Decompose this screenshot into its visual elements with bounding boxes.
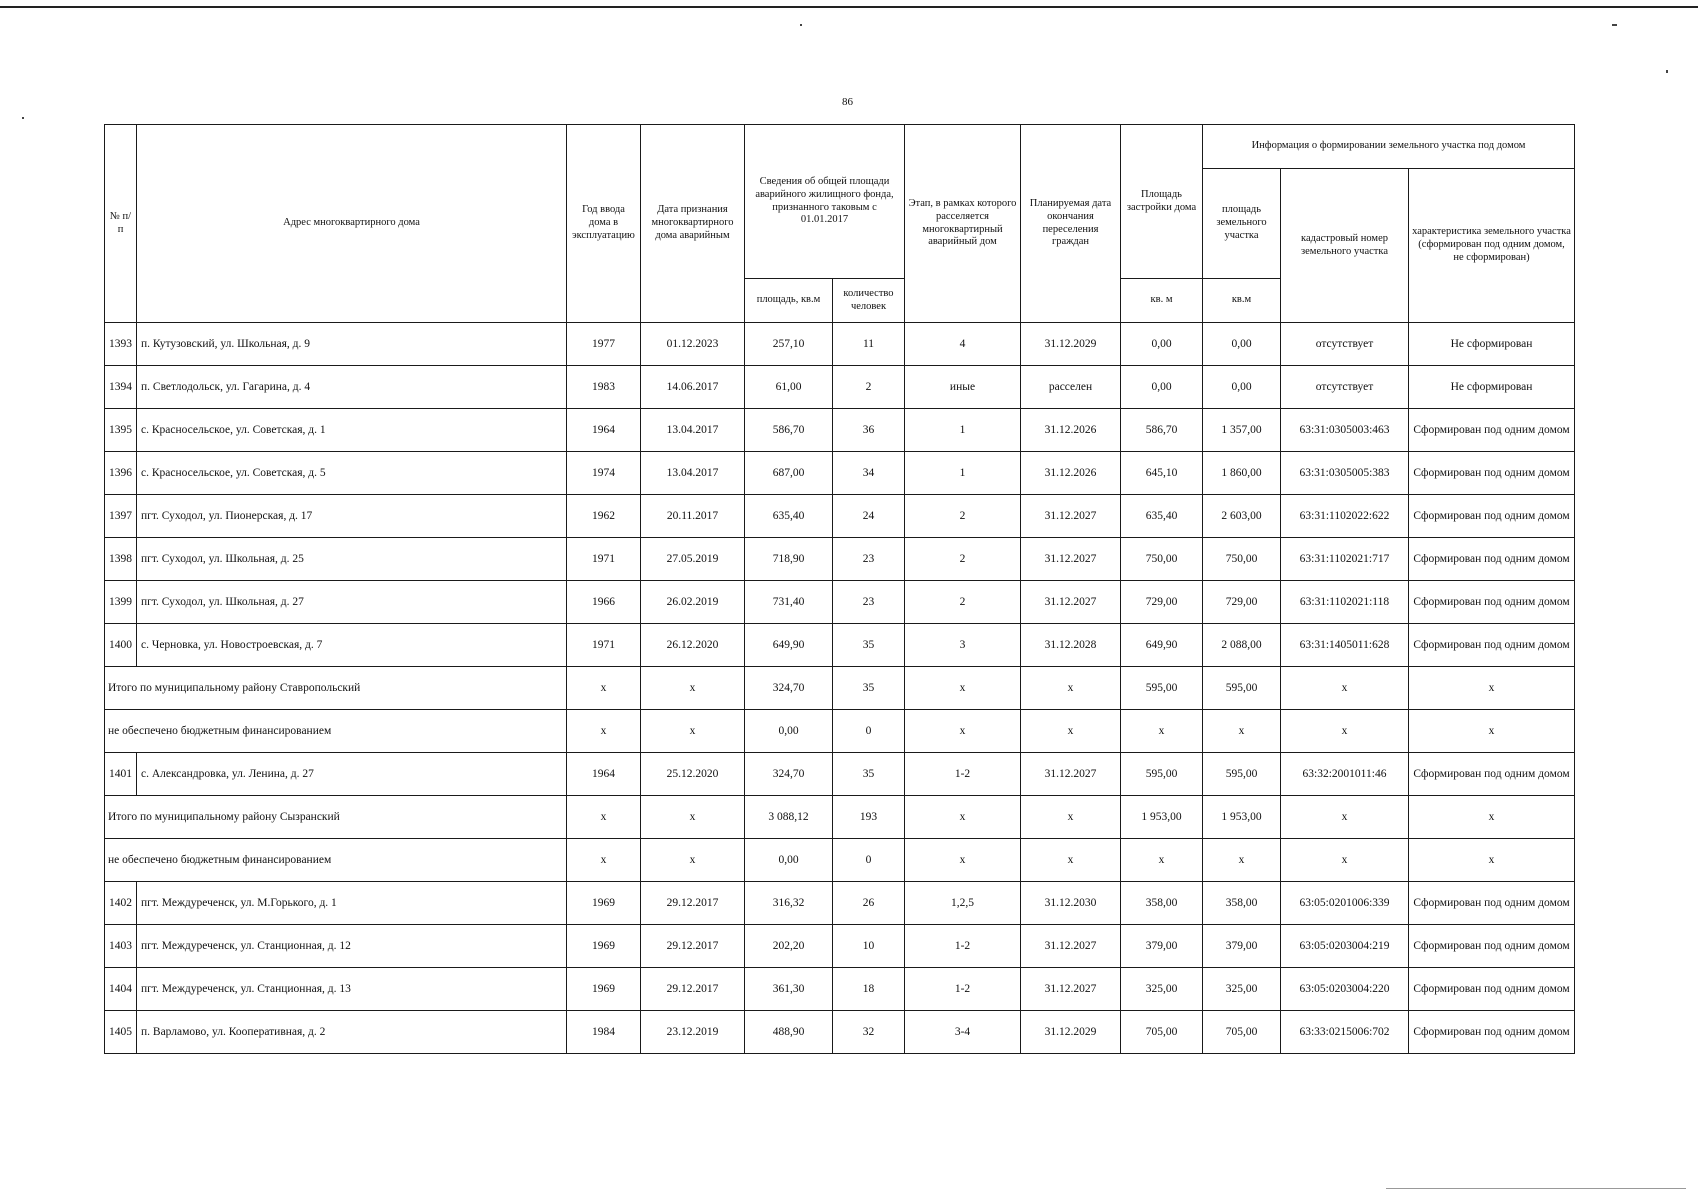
cell-land: x [1203, 710, 1281, 753]
cell-planned: x [1021, 710, 1121, 753]
cell-date: x [641, 796, 745, 839]
cell-area: 3 088,12 [745, 796, 833, 839]
cell-date: 29.12.2017 [641, 882, 745, 925]
cell-built: 645,10 [1121, 452, 1203, 495]
table-row [105, 925, 1575, 968]
cell-built: 586,70 [1121, 409, 1203, 452]
cell-date: 25.12.2020 [641, 753, 745, 796]
cell-area: 257,10 [745, 323, 833, 366]
cell-people: 34 [833, 452, 905, 495]
cell-stage: 1-2 [905, 968, 1021, 1011]
cell-built: 1 953,00 [1121, 796, 1203, 839]
cell-cadastral: 63:05:0201006:339 [1281, 882, 1409, 925]
scan-speck [1612, 24, 1617, 26]
cell-planned: 31.12.2028 [1021, 624, 1121, 667]
cell-char: Сформирован под одним домом [1409, 753, 1575, 796]
header-land-area: площадь земельного участка [1203, 169, 1281, 279]
cell-date: 13.04.2017 [641, 452, 745, 495]
header-date: Дата признания многоквартирного дома аварийным [641, 125, 745, 323]
cell-char: x [1409, 796, 1575, 839]
cell-cadastral: отсутствует [1281, 323, 1409, 366]
table-row [105, 495, 1575, 538]
cell-char: Сформирован под одним домом [1409, 1011, 1575, 1054]
cell-land: 1 953,00 [1203, 796, 1281, 839]
cell-stage: x [905, 796, 1021, 839]
cell-year: 1962 [567, 495, 641, 538]
cell-date: 29.12.2017 [641, 925, 745, 968]
cell-people: 36 [833, 409, 905, 452]
cell-cadastral: 63:31:0305005:383 [1281, 452, 1409, 495]
cell-date: x [641, 667, 745, 710]
cell-date: 26.12.2020 [641, 624, 745, 667]
cell-people: 18 [833, 968, 905, 1011]
cell-year: x [567, 710, 641, 753]
header-people-sub: количество человек [833, 279, 905, 323]
cell-year: 1969 [567, 968, 641, 1011]
cell-stage: иные [905, 366, 1021, 409]
cell-char: Сформирован под одним домом [1409, 538, 1575, 581]
scan-speck [1666, 70, 1668, 73]
cell-people: 2 [833, 366, 905, 409]
cell-cadastral: 63:31:0305003:463 [1281, 409, 1409, 452]
cell-land: 325,00 [1203, 968, 1281, 1011]
cell-year: x [567, 796, 641, 839]
header-planned: Планируемая дата окончания переселения граждан [1021, 125, 1121, 323]
cell-stage: 4 [905, 323, 1021, 366]
cell-people: 32 [833, 1011, 905, 1054]
cell-char: Сформирован под одним домом [1409, 968, 1575, 1011]
cell-stage: x [905, 839, 1021, 882]
total-label: не обеспечено бюджетным финансированием [105, 839, 567, 882]
table-row [105, 452, 1575, 495]
cell-people: 0 [833, 839, 905, 882]
table-header [105, 125, 1575, 323]
cell-stage: x [905, 710, 1021, 753]
cell-num: 1405 [105, 1011, 137, 1054]
cell-people: 35 [833, 753, 905, 796]
header-year: Год ввода дома в эксплуатацию [567, 125, 641, 323]
cell-people: 26 [833, 882, 905, 925]
cell-stage: x [905, 667, 1021, 710]
table-row [105, 968, 1575, 1011]
cell-people: 193 [833, 796, 905, 839]
cell-planned: 31.12.2027 [1021, 581, 1121, 624]
cell-address: пгт. Суходол, ул. Школьная, д. 25 [137, 538, 567, 581]
table-total-row [105, 667, 1575, 710]
header-built-area: Площадь застройки дома [1121, 125, 1203, 279]
cell-num: 1393 [105, 323, 137, 366]
cell-planned: 31.12.2027 [1021, 495, 1121, 538]
cell-year: 1984 [567, 1011, 641, 1054]
cell-year: 1964 [567, 753, 641, 796]
cell-built: 705,00 [1121, 1011, 1203, 1054]
cell-num: 1401 [105, 753, 137, 796]
table-total-row [105, 839, 1575, 882]
table-total-row [105, 710, 1575, 753]
header-land-unit: кв.м [1203, 279, 1281, 323]
cell-year: 1974 [567, 452, 641, 495]
cell-year: x [567, 839, 641, 882]
cell-people: 11 [833, 323, 905, 366]
cell-planned: x [1021, 796, 1121, 839]
cell-stage: 1-2 [905, 753, 1021, 796]
cell-area: 649,90 [745, 624, 833, 667]
table-body [105, 323, 1575, 1054]
cell-land: 2 088,00 [1203, 624, 1281, 667]
header-land-group: Информация о формировании земельного участка под домом [1203, 125, 1575, 169]
cell-stage: 2 [905, 538, 1021, 581]
cell-address: п. Варламово, ул. Кооперативная, д. 2 [137, 1011, 567, 1054]
cell-address: п. Светлодольск, ул. Гагарина, д. 4 [137, 366, 567, 409]
cell-built: x [1121, 839, 1203, 882]
table-row [105, 1011, 1575, 1054]
cell-num: 1402 [105, 882, 137, 925]
cell-planned: 31.12.2029 [1021, 1011, 1121, 1054]
cell-date: 26.02.2019 [641, 581, 745, 624]
table-row [105, 624, 1575, 667]
cell-char: Не сформирован [1409, 366, 1575, 409]
cell-year: 1971 [567, 538, 641, 581]
cell-built: 595,00 [1121, 753, 1203, 796]
cell-stage: 1,2,5 [905, 882, 1021, 925]
housing-register-table [104, 124, 1575, 1054]
cell-planned: расселен [1021, 366, 1121, 409]
scan-speck [800, 24, 802, 26]
cell-char: Не сформирован [1409, 323, 1575, 366]
cell-land: 1 357,00 [1203, 409, 1281, 452]
cell-char: Сформирован под одним домом [1409, 409, 1575, 452]
cell-char: Сформирован под одним домом [1409, 925, 1575, 968]
cell-planned: 31.12.2027 [1021, 538, 1121, 581]
cell-num: 1394 [105, 366, 137, 409]
cell-cadastral: 63:31:1102021:118 [1281, 581, 1409, 624]
cell-people: 10 [833, 925, 905, 968]
table-row [105, 581, 1575, 624]
table-row [105, 538, 1575, 581]
cell-area: 361,30 [745, 968, 833, 1011]
header-address: Адрес многоквартирного дома [137, 125, 567, 323]
cell-built: 379,00 [1121, 925, 1203, 968]
cell-built: 649,90 [1121, 624, 1203, 667]
cell-planned: 31.12.2027 [1021, 968, 1121, 1011]
cell-stage: 2 [905, 581, 1021, 624]
cell-people: 24 [833, 495, 905, 538]
cell-land: 595,00 [1203, 753, 1281, 796]
cell-address: пгт. Суходол, ул. Школьная, д. 27 [137, 581, 567, 624]
cell-people: 23 [833, 581, 905, 624]
cell-stage: 2 [905, 495, 1021, 538]
cell-year: 1969 [567, 882, 641, 925]
cell-date: 23.12.2019 [641, 1011, 745, 1054]
cell-address: пгт. Суходол, ул. Пионерская, д. 17 [137, 495, 567, 538]
cell-address: с. Александровка, ул. Ленина, д. 27 [137, 753, 567, 796]
cell-num: 1399 [105, 581, 137, 624]
cell-num: 1400 [105, 624, 137, 667]
table-total-row [105, 796, 1575, 839]
cell-area: 731,40 [745, 581, 833, 624]
cell-built: 750,00 [1121, 538, 1203, 581]
cell-date: x [641, 839, 745, 882]
header-area-group: Сведения об общей площади аварийного жилищного фонда, признанного таковым с 01.01.2017 [745, 125, 905, 279]
scan-speck [22, 117, 24, 119]
cell-cadastral: 63:32:2001011:46 [1281, 753, 1409, 796]
cell-built: 595,00 [1121, 667, 1203, 710]
table-row [105, 366, 1575, 409]
cell-land: 1 860,00 [1203, 452, 1281, 495]
cell-cadastral: 63:31:1405011:628 [1281, 624, 1409, 667]
cell-land: 379,00 [1203, 925, 1281, 968]
cell-year: 1971 [567, 624, 641, 667]
table-row [105, 409, 1575, 452]
cell-cadastral: x [1281, 667, 1409, 710]
cell-address: с. Красносельское, ул. Советская, д. 1 [137, 409, 567, 452]
cell-num: 1396 [105, 452, 137, 495]
cell-num: 1398 [105, 538, 137, 581]
cell-built: 325,00 [1121, 968, 1203, 1011]
cell-year: 1964 [567, 409, 641, 452]
cell-char: x [1409, 667, 1575, 710]
cell-built: 729,00 [1121, 581, 1203, 624]
cell-planned: x [1021, 667, 1121, 710]
cell-year: 1966 [567, 581, 641, 624]
total-label: Итого по муниципальному району Сызранский [105, 796, 567, 839]
cell-planned: 31.12.2026 [1021, 452, 1121, 495]
cell-area: 586,70 [745, 409, 833, 452]
cell-land: x [1203, 839, 1281, 882]
cell-year: 1969 [567, 925, 641, 968]
cell-area: 316,32 [745, 882, 833, 925]
cell-address: п. Кутузовский, ул. Школьная, д. 9 [137, 323, 567, 366]
header-characteristic: характеристика земельного участка (сформирован под одним домом, не сформирован) [1409, 169, 1575, 323]
cell-land: 0,00 [1203, 366, 1281, 409]
cell-cadastral: 63:05:0203004:219 [1281, 925, 1409, 968]
cell-planned: 31.12.2027 [1021, 753, 1121, 796]
cell-num: 1403 [105, 925, 137, 968]
cell-land: 750,00 [1203, 538, 1281, 581]
cell-land: 705,00 [1203, 1011, 1281, 1054]
cell-num: 1404 [105, 968, 137, 1011]
cell-address: пгт. Междуреченск, ул. М.Горького, д. 1 [137, 882, 567, 925]
cell-cadastral: x [1281, 710, 1409, 753]
header-area-sub: площадь, кв.м [745, 279, 833, 323]
header-cadastral: кадастровый номер земельного участка [1281, 169, 1409, 323]
cell-stage: 3-4 [905, 1011, 1021, 1054]
cell-char: Сформирован под одним домом [1409, 624, 1575, 667]
table-row [105, 882, 1575, 925]
cell-planned: x [1021, 839, 1121, 882]
cell-people: 35 [833, 624, 905, 667]
cell-stage: 1 [905, 452, 1021, 495]
cell-cadastral: 63:33:0215006:702 [1281, 1011, 1409, 1054]
cell-built: 358,00 [1121, 882, 1203, 925]
cell-cadastral: x [1281, 839, 1409, 882]
cell-cadastral: 63:05:0203004:220 [1281, 968, 1409, 1011]
cell-date: x [641, 710, 745, 753]
total-label: Итого по муниципальному району Ставропольский [105, 667, 567, 710]
cell-area: 0,00 [745, 839, 833, 882]
cell-planned: 31.12.2026 [1021, 409, 1121, 452]
cell-char: x [1409, 710, 1575, 753]
cell-num: 1395 [105, 409, 137, 452]
cell-area: 324,70 [745, 753, 833, 796]
cell-char: Сформирован под одним домом [1409, 452, 1575, 495]
cell-address: с. Красносельское, ул. Советская, д. 5 [137, 452, 567, 495]
cell-date: 01.12.2023 [641, 323, 745, 366]
cell-area: 0,00 [745, 710, 833, 753]
cell-cadastral: 63:31:1102022:622 [1281, 495, 1409, 538]
header-stage: Этап, в рамках которого расселяется многоквартирный аварийный дом [905, 125, 1021, 323]
cell-stage: 3 [905, 624, 1021, 667]
cell-char: Сформирован под одним домом [1409, 581, 1575, 624]
cell-stage: 1-2 [905, 925, 1021, 968]
cell-stage: 1 [905, 409, 1021, 452]
cell-people: 0 [833, 710, 905, 753]
cell-year: 1983 [567, 366, 641, 409]
cell-cadastral: 63:31:1102021:717 [1281, 538, 1409, 581]
scan-border-line [0, 6, 1698, 8]
cell-built: 635,40 [1121, 495, 1203, 538]
header-num: № п/п [105, 125, 137, 323]
cell-area: 718,90 [745, 538, 833, 581]
cell-land: 358,00 [1203, 882, 1281, 925]
cell-address: пгт. Междуреченск, ул. Станционная, д. 12 [137, 925, 567, 968]
table-row [105, 753, 1575, 796]
cell-built: x [1121, 710, 1203, 753]
cell-area: 687,00 [745, 452, 833, 495]
cell-area: 61,00 [745, 366, 833, 409]
cell-area: 324,70 [745, 667, 833, 710]
cell-date: 13.04.2017 [641, 409, 745, 452]
cell-cadastral: x [1281, 796, 1409, 839]
cell-date: 27.05.2019 [641, 538, 745, 581]
table-row [105, 323, 1575, 366]
scan-edge [1386, 1188, 1686, 1189]
cell-built: 0,00 [1121, 323, 1203, 366]
cell-year: 1977 [567, 323, 641, 366]
cell-area: 488,90 [745, 1011, 833, 1054]
cell-num: 1397 [105, 495, 137, 538]
cell-land: 2 603,00 [1203, 495, 1281, 538]
cell-land: 0,00 [1203, 323, 1281, 366]
cell-address: пгт. Междуреченск, ул. Станционная, д. 13 [137, 968, 567, 1011]
cell-people: 35 [833, 667, 905, 710]
cell-planned: 31.12.2027 [1021, 925, 1121, 968]
cell-built: 0,00 [1121, 366, 1203, 409]
cell-address: с. Черновка, ул. Новостроевская, д. 7 [137, 624, 567, 667]
cell-char: Сформирован под одним домом [1409, 495, 1575, 538]
total-label: не обеспечено бюджетным финансированием [105, 710, 567, 753]
cell-char: Сформирован под одним домом [1409, 882, 1575, 925]
cell-cadastral: отсутствует [1281, 366, 1409, 409]
cell-date: 20.11.2017 [641, 495, 745, 538]
header-built-unit: кв. м [1121, 279, 1203, 323]
cell-people: 23 [833, 538, 905, 581]
cell-date: 29.12.2017 [641, 968, 745, 1011]
page-number: 86 [842, 96, 853, 108]
cell-year: x [567, 667, 641, 710]
cell-date: 14.06.2017 [641, 366, 745, 409]
cell-char: x [1409, 839, 1575, 882]
cell-area: 202,20 [745, 925, 833, 968]
cell-land: 595,00 [1203, 667, 1281, 710]
cell-area: 635,40 [745, 495, 833, 538]
cell-planned: 31.12.2030 [1021, 882, 1121, 925]
cell-planned: 31.12.2029 [1021, 323, 1121, 366]
cell-land: 729,00 [1203, 581, 1281, 624]
